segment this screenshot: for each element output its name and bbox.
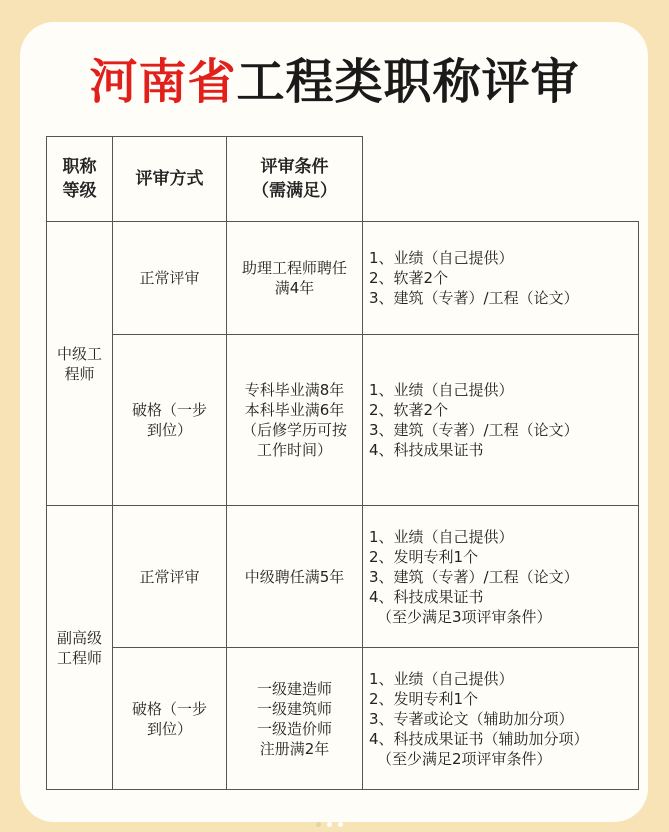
page-indicator[interactable] xyxy=(316,822,343,827)
evaluation-table xyxy=(46,136,639,790)
page-dot-active[interactable] xyxy=(327,822,332,827)
condition-note: （至少满足2项评审条件） xyxy=(377,749,552,768)
method-cell: 正常评审 xyxy=(113,222,227,335)
header-level: 职称 等级 xyxy=(47,137,113,222)
table-header-row xyxy=(47,137,639,222)
level-cell-intermediate: 中级工 程师 xyxy=(47,222,113,506)
title-province: 河南省 xyxy=(89,54,237,110)
conditions-cell: 1、业绩（自己提供） 2、软著2个 3、建筑（专著）/工程（论文） xyxy=(363,222,639,335)
header-method: 评审方式 xyxy=(113,137,227,222)
table-row xyxy=(47,222,639,335)
title-topic: 工程类职称评审 xyxy=(236,54,580,110)
method-cell: 破格（一步 到位） xyxy=(113,335,227,506)
requirement-cell: 专科毕业满8年 本科毕业满6年 （后修学历可按 工作时间） xyxy=(227,335,363,506)
requirement-cell: 一级建造师 一级建筑师 一级造价师 注册满2年 xyxy=(227,648,363,790)
table-row xyxy=(47,648,639,790)
header-conditions: 评审条件 （需满足） xyxy=(227,137,363,222)
conditions-cell: 1、业绩（自己提供） 2、发明专利1个 3、专著或论文（辅助加分项） 4、科技成果证书（辅助加分项） （至少满足2项评审条件） xyxy=(363,648,639,790)
method-cell: 破格（一步 到位） xyxy=(113,648,227,790)
table-row xyxy=(47,506,639,648)
conditions-cell: 1、业绩（自己提供） 2、软著2个 3、建筑（专著）/工程（论文） 4、科技成果证书 xyxy=(363,335,639,506)
requirement-cell: 中级聘任满5年 xyxy=(227,506,363,648)
method-cell: 正常评审 xyxy=(113,506,227,648)
page-dot[interactable] xyxy=(338,822,343,827)
table-row xyxy=(47,335,639,506)
level-cell-senior: 副高级 工程师 xyxy=(47,506,113,790)
page-title xyxy=(0,52,669,112)
condition-note: （至少满足3项评审条件） xyxy=(377,607,552,626)
requirement-cell: 助理工程师聘任 满4年 xyxy=(227,222,363,335)
page-dot[interactable] xyxy=(316,822,321,827)
conditions-cell: 1、业绩（自己提供） 2、发明专利1个 3、建筑（专著）/工程（论文） 4、科技成果证书 （至少满足3项评审条件） xyxy=(363,506,639,648)
